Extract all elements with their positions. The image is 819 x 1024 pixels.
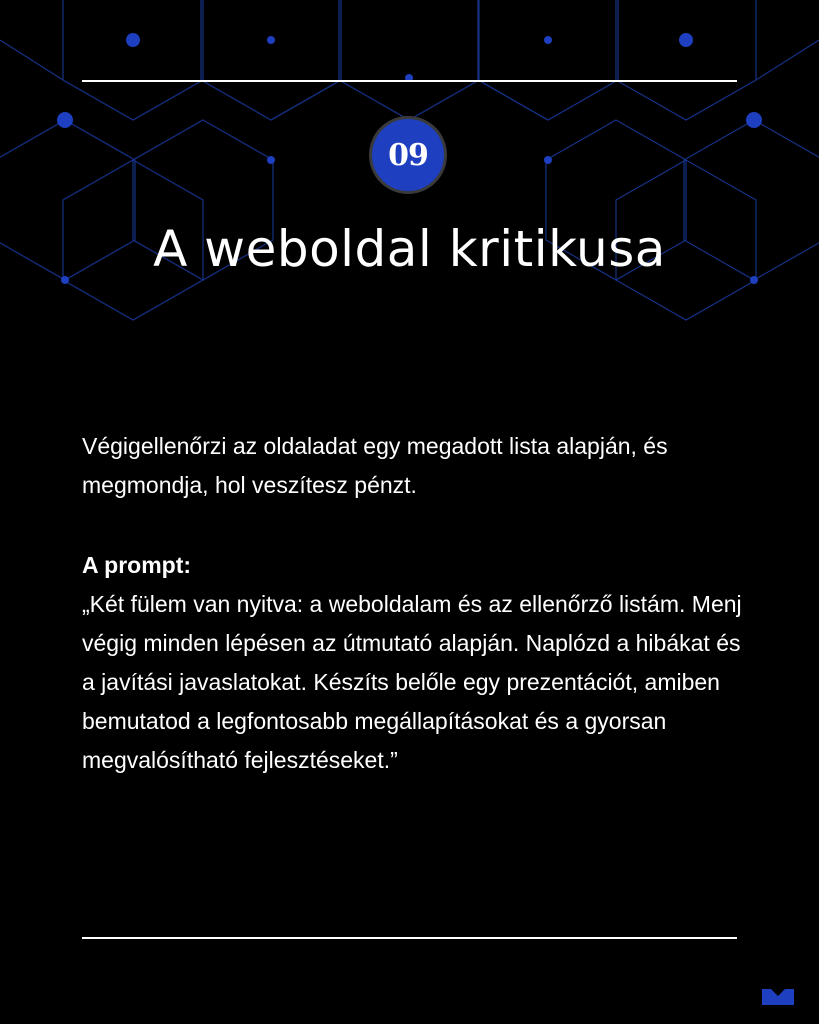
page-title: A weboldal kritikusa — [153, 220, 666, 278]
top-divider — [82, 80, 737, 82]
step-number-badge — [369, 116, 447, 194]
prompt-label: A prompt: — [82, 552, 192, 578]
bottom-divider — [82, 937, 737, 939]
step-number: 09 — [388, 137, 428, 173]
prompt-text: „Két fülem van nyitva: a weboldalam és az ellenőrző listám. Menj végig minden lépésen az útmutató alapján. Naplózd a hibákat és a javítási javaslatokat. Készíts belőle egy prezentációt, amiben bemutatod a legfontosabb megállapításokat és a gyorsan megvalósítható fejlesztéseket.” — [82, 591, 742, 773]
brand-logo-icon — [762, 989, 794, 1005]
intro-text: Végigellenőrzi az oldaladat egy megadott lista alapján, és megmondja, hol veszítesz pénzt. — [82, 433, 668, 498]
